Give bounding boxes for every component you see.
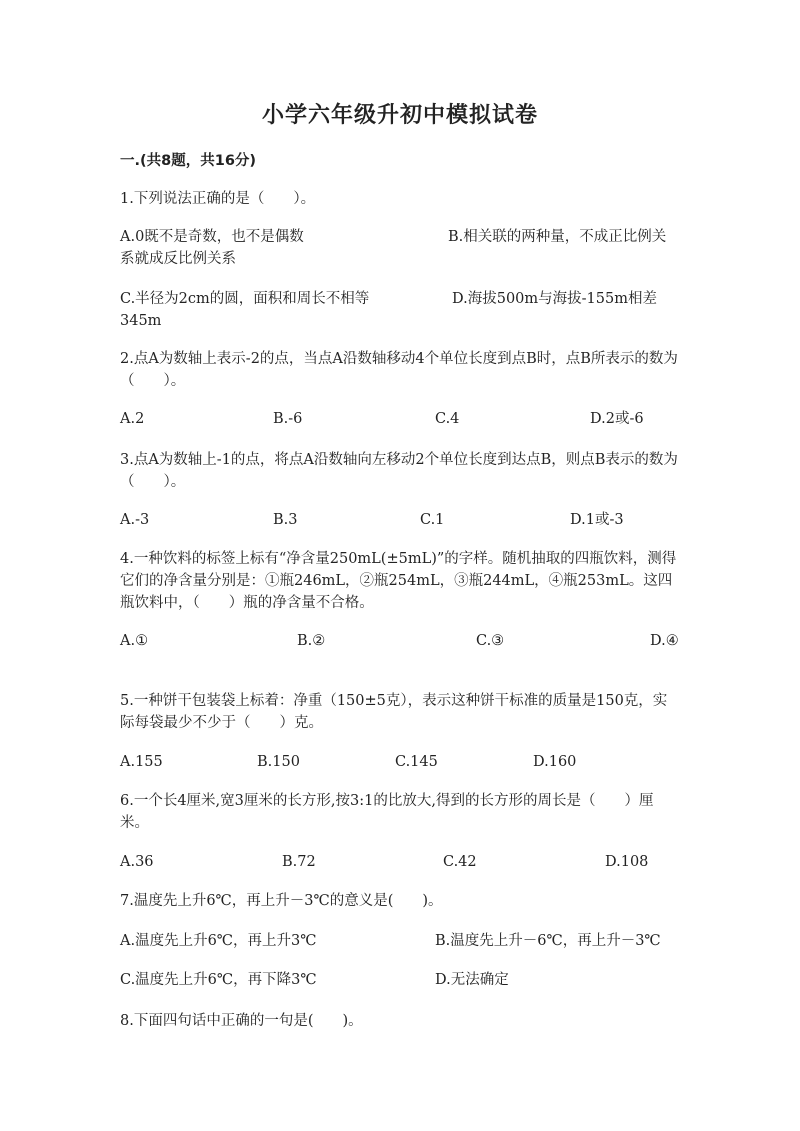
question-7-stem: 7.温度先上升6℃，再上升－3℃的意义是( )。 <box>120 893 443 909</box>
question-1-option-a: A.0既不是奇数，也不是偶数 <box>120 229 304 245</box>
question-5-option-a: A.155 <box>120 754 163 770</box>
question-7-option-a: A.温度先上升6℃，再上升3℃ <box>120 933 317 949</box>
question-5-option-c: C.145 <box>395 754 438 770</box>
question-3-option-b: B.3 <box>273 512 298 528</box>
question-7-option-c: C.温度先上升6℃，再下降3℃ <box>120 972 317 988</box>
question-1-option-c: C.半径为2cm的圆，面积和周长不相等 <box>120 291 370 307</box>
question-1-option-b: B.相关联的两种量，不成正比例关系就成反比例关系 <box>120 229 667 267</box>
question-1-stem: 1.下列说法正确的是（ ）。 <box>120 191 316 207</box>
section-heading: 一.(共8题，共16分) <box>120 153 257 169</box>
question-2-option-d: D.2或-6 <box>590 411 644 427</box>
question-4-option-c: C.③ <box>476 633 505 649</box>
page-title: 小学六年级升初中模拟试卷 <box>261 103 538 128</box>
question-5-option-d: D.160 <box>533 754 577 770</box>
question-6-option-c: C.42 <box>443 854 477 870</box>
question-6-option-d: D.108 <box>605 854 649 870</box>
question-4-stem: 4.一种饮料的标签上标有“净含量250mL(±5mL)”的字样。随机抽取的四瓶饮料，测得它们的净含量分别是：①瓶246mL，②瓶254mL，③瓶244mL，④瓶253mL。这四瓶饮料中，（ ）瓶的净含量不合格。 <box>120 551 677 611</box>
question-3-option-c: C.1 <box>420 512 445 528</box>
question-7-option-d: D.无法确定 <box>435 972 509 988</box>
question-4-option-a: A.① <box>120 633 149 649</box>
question-2-option-b: B.-6 <box>273 411 303 427</box>
question-3-option-d: D.1或-3 <box>570 512 624 528</box>
question-4-option-d: D.④ <box>650 633 679 649</box>
question-8-stem: 8.下面四句话中正确的一句是( )。 <box>120 1013 363 1029</box>
question-5-option-b: B.150 <box>257 754 300 770</box>
question-7-option-b: B.温度先上升－6℃，再上升－3℃ <box>435 933 661 949</box>
question-6-option-b: B.72 <box>282 854 316 870</box>
question-4-option-b: B.② <box>297 633 326 649</box>
question-6-option-a: A.36 <box>120 854 154 870</box>
question-2-option-a: A.2 <box>120 411 145 427</box>
question-3-option-a: A.-3 <box>120 512 150 528</box>
question-2-stem: 2.点A为数轴上表示-2的点，当点A沿数轴移动4个单位长度到点B时，点B所表示的数为（ ）。 <box>120 351 678 389</box>
question-5-stem: 5.一种饼干包装袋上标着：净重（150±5克），表示这种饼干标准的质量是150克，实际每袋最少不少于（ ）克。 <box>120 693 668 731</box>
question-3-stem: 3.点A为数轴上-1的点，将点A沿数轴向左移动2个单位长度到达点B，则点B表示的数为（ ）。 <box>120 452 678 490</box>
question-6-stem: 6.一个长4厘米,宽3厘米的长方形,按3:1的比放大,得到的长方形的周长是（ ）厘米。 <box>120 793 654 831</box>
question-1-option-d: D.海拔500m与海拔-155m相差345m <box>120 291 657 329</box>
question-2-option-c: C.4 <box>435 411 460 427</box>
